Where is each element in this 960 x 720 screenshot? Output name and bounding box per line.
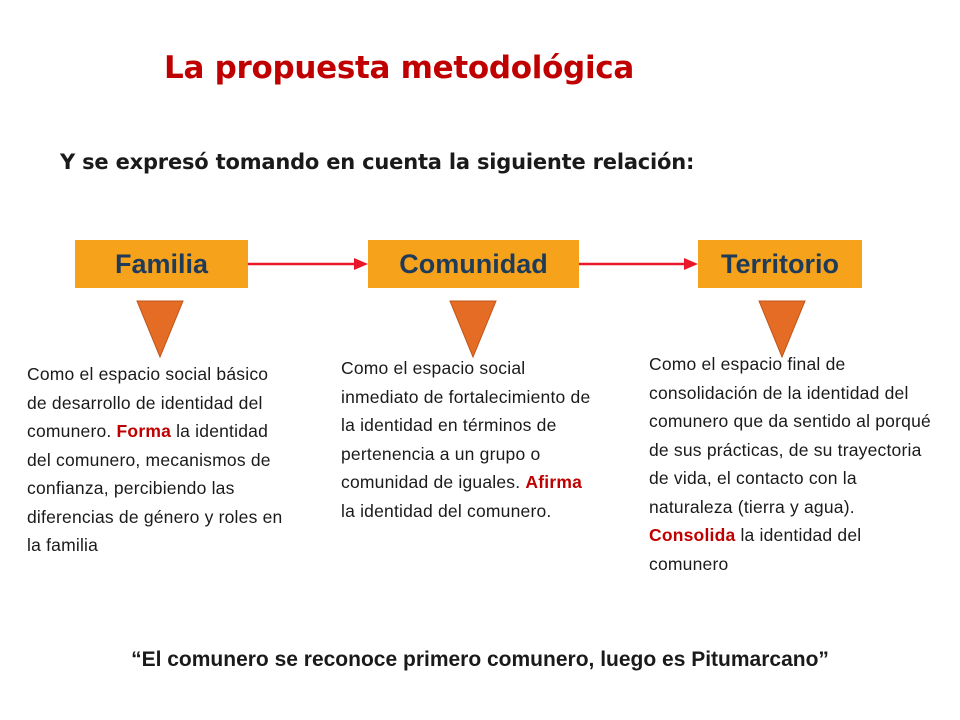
- description-text: Como el espacio social básico de desarrollo de identidad del comunero.: [27, 364, 269, 441]
- description-text: Como el espacio final de consolidación de la identidad del comunero que da sentido al porqué de sus prácticas, de su trayectoria de vida, el contacto con la naturaleza (tierra y agua).: [649, 354, 931, 517]
- slide-subtitle: Y se expresó tomando en cuenta la siguiente relación:: [60, 150, 695, 174]
- closing-quote: “El comunero se reconoce primero comunero, luego es Pitumarcano”: [131, 648, 829, 671]
- keyword-forma: Forma: [116, 421, 172, 441]
- box-territorio: Territorio: [698, 240, 862, 288]
- box-familia: Familia: [75, 240, 248, 288]
- description-comunidad: [341, 354, 599, 525]
- description-text: la identidad del comunero: [649, 525, 862, 574]
- slide-title: La propuesta metodológica: [164, 50, 634, 86]
- arrow-right-icon: [248, 252, 370, 276]
- description-territorio: [649, 350, 943, 578]
- arrow-right-icon: [579, 252, 700, 276]
- box-comunidad: Comunidad: [368, 240, 579, 288]
- description-text: la identidad del comunero.: [341, 500, 552, 521]
- description-text: la identidad del comunero, mecanismos de confianza, percibiendo las diferencias de género y roles en la familia: [27, 421, 283, 555]
- keyword-afirma: Afirma: [525, 472, 583, 492]
- keyword-consolida: Consolida: [649, 525, 736, 545]
- triangle-down-icon: [449, 300, 497, 358]
- description-familia: [27, 360, 287, 560]
- description-text: Como el espacio social inmediato de fortalecimiento de la identidad en términos de pertenencia a un grupo o comunidad de iguales.: [341, 358, 591, 492]
- triangle-down-icon: [136, 300, 184, 358]
